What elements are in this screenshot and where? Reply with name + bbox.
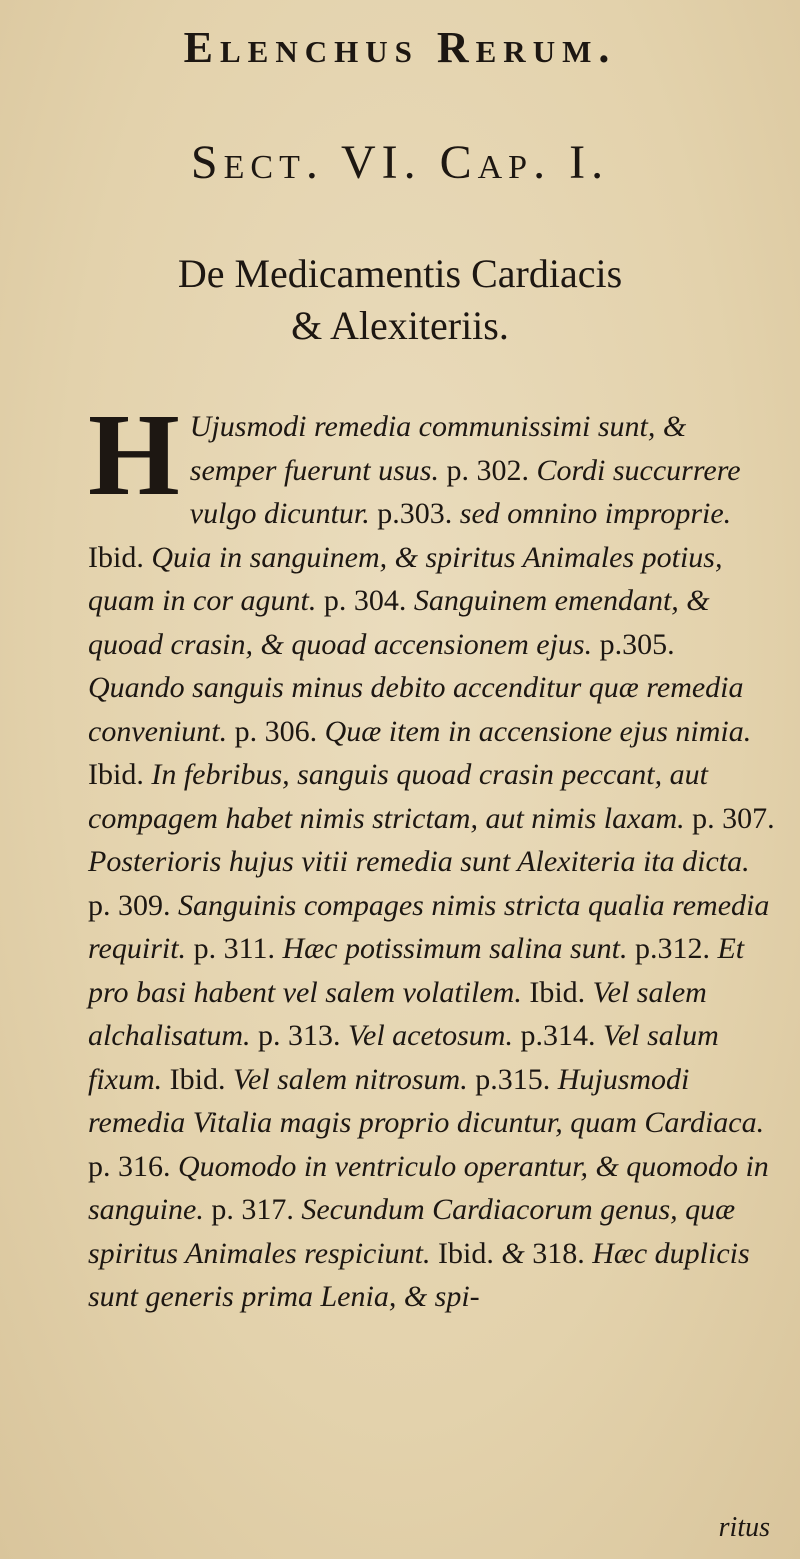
page-reference: 318. bbox=[532, 1236, 585, 1270]
page-reference: p. 302. bbox=[446, 453, 529, 487]
drop-cap: H bbox=[88, 389, 180, 520]
page-reference: p.303. bbox=[377, 497, 453, 530]
page-reference: p.314. bbox=[520, 1019, 596, 1052]
entry-text: Secundum Cardiacorum genus, quæ spiritus Animales respiciunt. bbox=[88, 1193, 736, 1270]
page-reference: p.312. bbox=[634, 932, 710, 965]
entry-text: Quando sanguis minus debito accenditur quæ remedia conveniunt. bbox=[88, 671, 744, 748]
entry-text: sed omnino improprie. bbox=[459, 497, 732, 530]
page-reference: Ibid. bbox=[169, 1062, 226, 1096]
entry-text: Sanguinis compages nimis stricta qualia remedia requirit. bbox=[88, 888, 770, 965]
chapter-title-line-1: De Medicamentis Cardiacis bbox=[177, 251, 623, 296]
entry-text: Et pro basi habent vel salem volatilem. bbox=[88, 932, 745, 1009]
entry-text: Quia in sanguinem, & spiritus Animales potius, quam in cor agunt. bbox=[88, 540, 723, 617]
entry-text: Posterioris hujus vitii remedia sunt Alexiteria ita dicta. bbox=[88, 845, 750, 878]
chapter-title-line-2: & Alexiteriis. bbox=[291, 303, 509, 348]
entry-text: Sanguinem emendant, & quoad crasin, & quoad accensionem ejus. bbox=[88, 584, 710, 661]
entry-text: Hæc potissimum salina sunt. bbox=[282, 932, 628, 965]
page-reference: p. 311. bbox=[193, 932, 275, 965]
page-reference: p. 307. bbox=[692, 801, 775, 835]
page-reference: p. 313. bbox=[258, 1019, 341, 1052]
page-reference: Ibid. bbox=[88, 758, 144, 791]
section-heading: Sect. VI. Cap. I. bbox=[190, 136, 610, 189]
entry-text: Quomodo in ventriculo operantur, & quomodo in sanguine. bbox=[88, 1149, 769, 1226]
running-head: Elenchus Rerum. bbox=[183, 23, 617, 72]
body-segments bbox=[88, 389, 775, 1313]
page-reference: p. 306. bbox=[234, 714, 318, 748]
page-reference: p.315. bbox=[475, 1062, 551, 1096]
page-reference: p.305. bbox=[599, 627, 675, 661]
body-text bbox=[88, 389, 778, 1319]
entry-text: Vel acetosum. bbox=[348, 1019, 513, 1052]
entry-text: Quæ item in accensione ejus nimia. bbox=[324, 714, 752, 748]
entry-text: Ujusmodi remedia communissimi sunt, & semper fuerunt usus. bbox=[189, 410, 687, 487]
entry-text: Hæc duplicis sunt generis prima Lenia, & spi- bbox=[88, 1236, 750, 1313]
entry-text: Vel salum fixum. bbox=[88, 1019, 719, 1096]
page-reference: Ibid. bbox=[88, 540, 144, 574]
page-reference: p. 304. bbox=[323, 584, 407, 617]
entry-text: Cordi succurrere vulgo dicuntur. bbox=[189, 453, 741, 530]
chapter-title bbox=[0, 248, 800, 352]
entry-text: Vel salem nitrosum. bbox=[232, 1062, 468, 1096]
catchword: ritus bbox=[718, 1512, 770, 1543]
entry-text: Hujusmodi remedia Vitalia magis proprio dicuntur, quam Cardiaca. bbox=[88, 1062, 765, 1139]
entry-text: & bbox=[501, 1236, 525, 1270]
page-reference: Ibid. bbox=[529, 975, 586, 1009]
entry-text: In febribus, sanguis quoad crasin peccant, aut compagem habet nimis strictam, aut nimis laxam. bbox=[88, 758, 708, 835]
page-reference: Ibid. bbox=[438, 1236, 494, 1270]
page-reference: p. 317. bbox=[211, 1193, 294, 1226]
page-reference: p. 316. bbox=[88, 1149, 171, 1183]
page-reference: p. 309. bbox=[88, 888, 171, 922]
entry-text: Vel salem alchalisatum. bbox=[88, 975, 707, 1052]
